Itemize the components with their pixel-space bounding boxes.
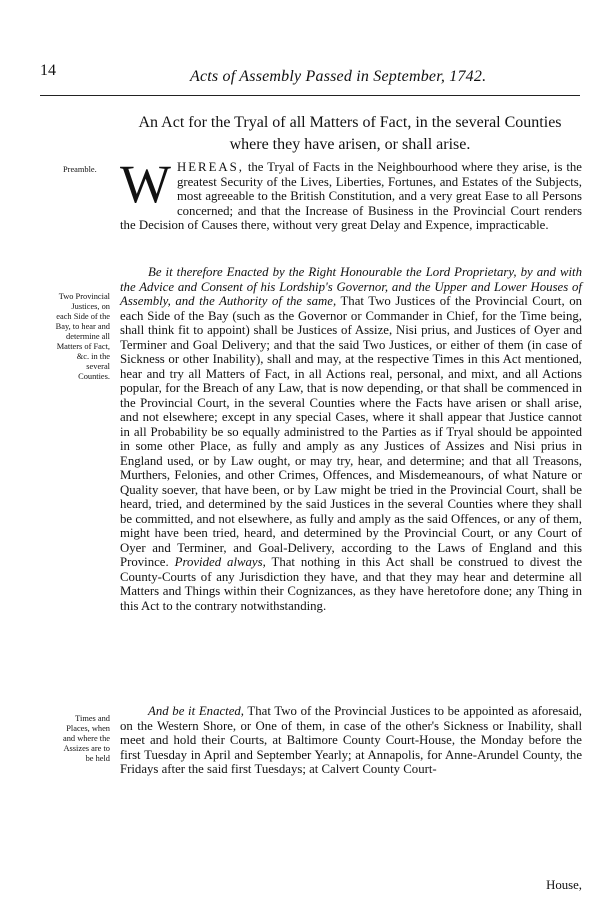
proviso-clause: Provided always, — [168, 555, 266, 569]
times-text: That Two of the Provincial Justices to be appointed as aforesaid, on the Western Shore, or One of them, in case of the other's Sickness or Inability, shall meet and hold their Courts, at Baltimore County Court-House, the Monday before the first Tuesday in April and September Yearly; at Annapolis, for Anne-Arundel County, the Fridays after the said first Tuesdays; at Calvert County Court- — [120, 704, 582, 776]
enacting-clause: Be it therefore Enacted by the Right Honourable the Lord Proprietary, by and with the Advice and Consent of his Lordship's Governor, and the Upper and Lower Houses of Assembly, and the Authority of the same, — [120, 265, 582, 308]
margin-note-times: Times and Places, when and where the Assizes are to be held — [63, 714, 110, 763]
drop-cap: W — [120, 154, 171, 214]
preamble-text: the Tryal of Facts in the Neighbourhood where they arise, is the greatest Security of the Lives, Liberties, Fortunes, and Estates of the Subjects, most agreeable to the British Constitution, and a very great Ease to all Persons concerned; and that the Increase of Business in the Provincial Court renders the Decision of Causes there, without very great Delay and Expence, impracticable. — [120, 160, 582, 232]
proviso-text: That nothing in this Act shall be construed to divest the County-Courts of any Jurisdiction they have, and that they may hear and determine all Matters and Things within their Cognizances, as they have heretofore done; any Thing in this Act to the contrary notwithstanding. — [120, 555, 582, 613]
margin-note-justices: Two Provincial Justices, on each Side of the Bay, to hear and determine all Matters of Fact, &c. in the several Counties. — [55, 292, 110, 381]
page-header — [40, 62, 580, 102]
catchword: House, — [546, 878, 582, 892]
header-rule — [40, 95, 580, 96]
page-number: 14 — [40, 62, 56, 79]
margin-note-preamble: Preamble. — [63, 165, 97, 174]
act-title: An Act for the Tryal of all Matters of Fact, in the several Counties where they have arisen, or shall arise. — [138, 114, 562, 153]
times-enacting-clause: And be it Enacted, — [148, 704, 244, 718]
paragraph-times — [120, 704, 582, 777]
paragraph-enactment — [120, 265, 582, 613]
running-head: Acts of Assembly Passed in September, 1742. — [190, 68, 487, 85]
enactment-text: That Two Justices of the Provincial Court, on each Side of the Bay (such as the Governor or Commander in Chief, for the Time being, shall think fit to appoint) shall be Justices of Assize, Nisi prius, and Justices of Oyer and Terminer and Goal Delivery; and that the said Two Justices, or either of them (in case of Sickness or other Inability), shall and may, at the respective Times in this Act mentioned, hear and try all Matters of Fact, in all Actions real, personal, and mixt, and all Actions popular, for the Breach of any Law, that is now depending, or that shall be commenced in the Provincial Court, in the several Counties where the Facts have arisen or shall arise, and not elsewhere; except in any special Cases, where it shall appear that Justice cannot in all Probability be so equally administred to the Parties as if Tryal should be appointed in some other Place, as fully and amply as any Justices of Assizes and Nisi prius in England used, or by Law ought, or may try, hear, and determine; and that all Treasons, Murthers, Felonies, and other Crimes, Offences, and Misdemeanours, of what Nature or Quality soever, that have been, or by Law might be tried in the Provincial Court, shall be heard, tried, and determined by the said Justices in the several Counties where they shall be committed, and not elsewhere, as fully and amply as the said Offences, or any of them, might have been tried, heard, and determined by the Provincial Court, or any Court of Oyer and Terminer, and Goal-Delivery, according to the Laws of England and this Province. — [120, 294, 582, 569]
preamble-caps: HEREAS, — [176, 160, 244, 174]
paragraph-preamble — [120, 154, 582, 233]
